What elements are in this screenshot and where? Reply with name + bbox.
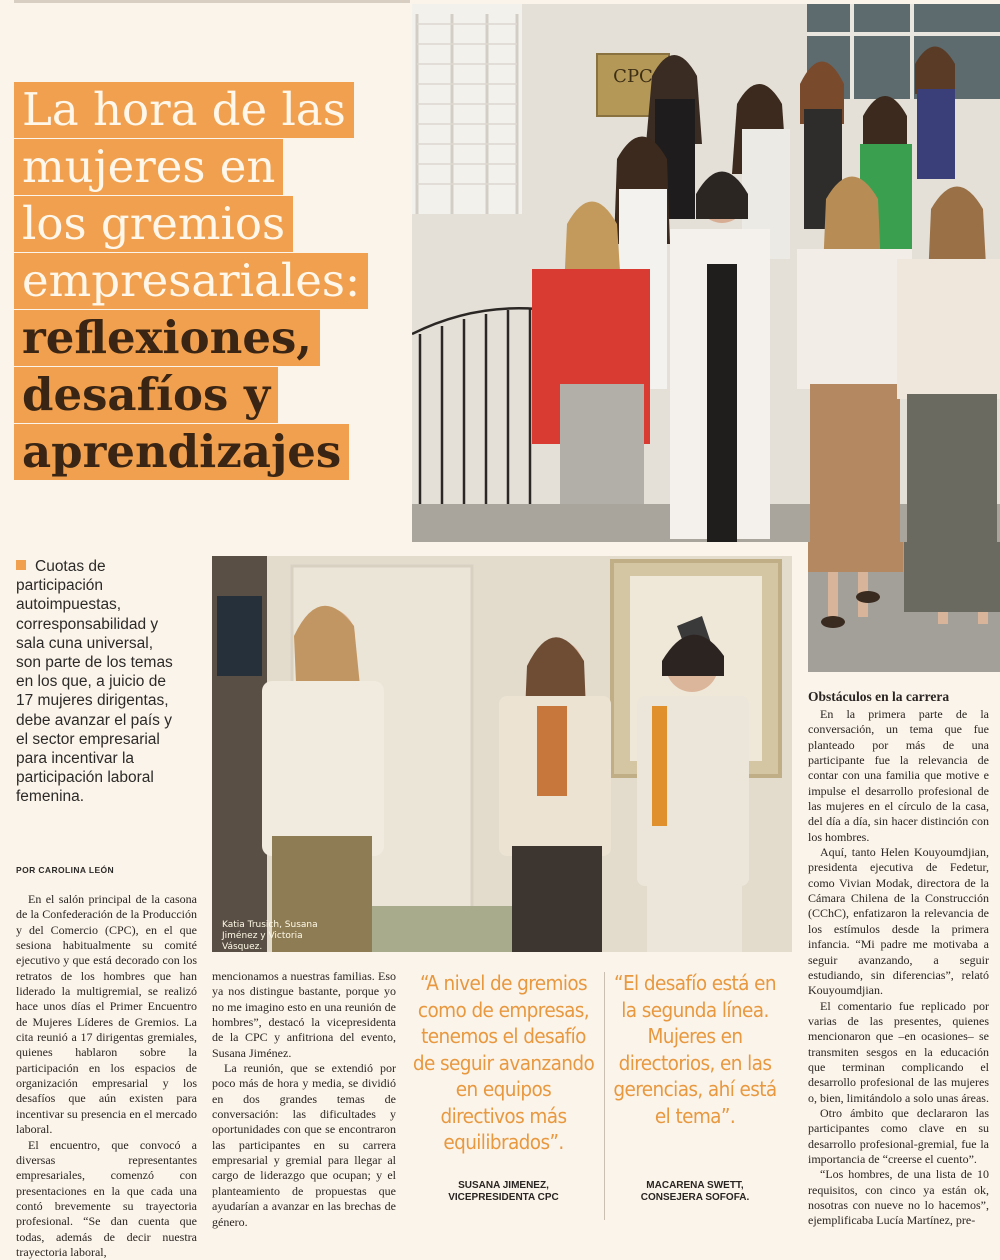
article-column-1	[16, 892, 197, 1260]
pull-quote-2-attribution	[612, 1180, 778, 1204]
paragraph: Otro ámbito que declararon las participantes como clave en su desarrollo profesional-gremial, fue la importancia de “creerse el cuento”.	[808, 1106, 989, 1167]
paragraph: El comentario fue replicado por varias de las presentes, quienes mencionaron que –en ocasiones– se transmiten sesgos en la educación que terminan complicando el desarrollo profesional de las mujeres o, bien, limitándolo a solo unas áreas.	[808, 999, 989, 1106]
quote-name: MACARENA SWETT,	[612, 1180, 778, 1192]
quote-role: VICEPRESIDENTA CPC	[412, 1192, 595, 1204]
headline	[14, 82, 404, 481]
lede	[16, 557, 182, 807]
section-subhead: Obstáculos en la carrera	[808, 689, 949, 705]
pull-quote-1: “A nivel de gremios como de empresas, tenemos el desafío de seguir avanzando en equipos directivos más equilibrados”.	[412, 970, 595, 1156]
caption-line: Katia Trusich, Susana	[222, 920, 342, 931]
pull-quote-1-attribution	[412, 1180, 595, 1204]
pull-quote-2: “El desafío está en la segunda línea. Mujeres en directorios, en las gerencias, ahí está el tema”.	[612, 970, 778, 1129]
quote-name: SUSANA JIMENEZ,	[412, 1180, 595, 1192]
headline-line: desafíos y	[14, 367, 278, 423]
paragraph: En la primera parte de la conversación, un tema que fue planteado por más de una participante fue la relevancia de contar con una familia que motive e impulse el desarrollo profesional de las mujeres en el círculo de la casa, del día a día, sin hacer distinción con los hombres.	[808, 707, 989, 845]
meeting-photo	[212, 556, 792, 952]
headline-line: empresariales:	[14, 253, 368, 309]
paragraph: “Los hombres, de una lista de 10 requisitos, con cinco ya están ok, nosotras con nueve no lo hacemos”, ejemplificaba Lucía Martínez, pre-	[808, 1167, 989, 1228]
headline-line: La hora de las	[14, 82, 354, 138]
byline: POR CAROLINA LEÓN	[16, 865, 114, 875]
headline-line: reflexiones,	[14, 310, 320, 366]
paragraph: La reunión, que se extendió por poco más de hora y media, se dividió en dos grandes temas de conversación: las dificultades y oportunidades con que se encontraron las participantes en su carrera empresarial y gremial para llegar al cargo de liderazgo que ocupan; y el planteamiento de propuestas que ayudarían a avanzar en las brechas de género.	[212, 1061, 396, 1230]
headline-line: aprendizajes	[14, 424, 349, 480]
quote-divider	[604, 972, 605, 1220]
cpc-sign-text: CPC	[613, 66, 653, 87]
paragraph: El encuentro, que convocó a diversas representantes empresariales, comenzó con presentaciones en la que cada una contó brevemente su trayectoria profesional. “Se dan cuenta que todas, además de decir nuestra trayectoria laboral,	[16, 1138, 197, 1260]
bullet-square-icon	[16, 560, 26, 570]
lede-text: Cuotas de participación autoimpuestas, corresponsabilidad y sala cuna universal, son parte de los temas en los que, a juicio de 17 mujeres dirigentas, debe avanzar el país y el sector empresarial para incentivar la participación laboral femenina.	[16, 558, 173, 805]
top-rule	[14, 0, 410, 3]
article-column-2	[212, 969, 396, 1230]
headline-line: los gremios	[14, 196, 293, 252]
caption-line: Jiménez y Victoria Vásquez.	[222, 931, 342, 953]
paragraph: mencionamos a nuestras familias. Eso ya nos distingue bastante, porque yo no me imagino esto en una reunión de hombres”, destacó la vicepresidenta de la CPC y anfitriona del evento, Susana Jiménez.	[212, 969, 396, 1061]
group-photo-lower	[808, 542, 1000, 672]
headline-line: mujeres en	[14, 139, 283, 195]
paragraph: Aquí, tanto Helen Kouyoumdjian, presidenta ejecutiva de Fedetur, como Vivian Modak, directora de la Cámara Chilena de la Construcción (CChC), enfatizaron la relevancia de los estímulos desde la primera infancia. “Mi padre me motivaba a seguir avanzando, a seguir estudiando, sin diferencias”, relató Kouyoumdjian.	[808, 845, 989, 998]
quote-role: CONSEJERA SOFOFA.	[612, 1192, 778, 1204]
photo-caption	[222, 920, 342, 953]
article-column-3	[808, 707, 989, 1229]
paragraph: En el salón principal de la casona de la Confederación de la Producción y del Comercio (CPC), en el que sesiona habitualmente su comité ejecutivo y que está decorado con los retratos de los hombres que han liderado la multigremial, se realizó hace unos días el Primer Encuentro de Mujeres Líderes de Gremios. La cita reunió a 17 dirigentas gremiales, quienes hablaron sobre la participación en los espacios de organización empresarial y los desafíos que aún existen para incentivar su presencia en el mercado laboral.	[16, 892, 197, 1138]
group-photo	[412, 4, 1000, 542]
